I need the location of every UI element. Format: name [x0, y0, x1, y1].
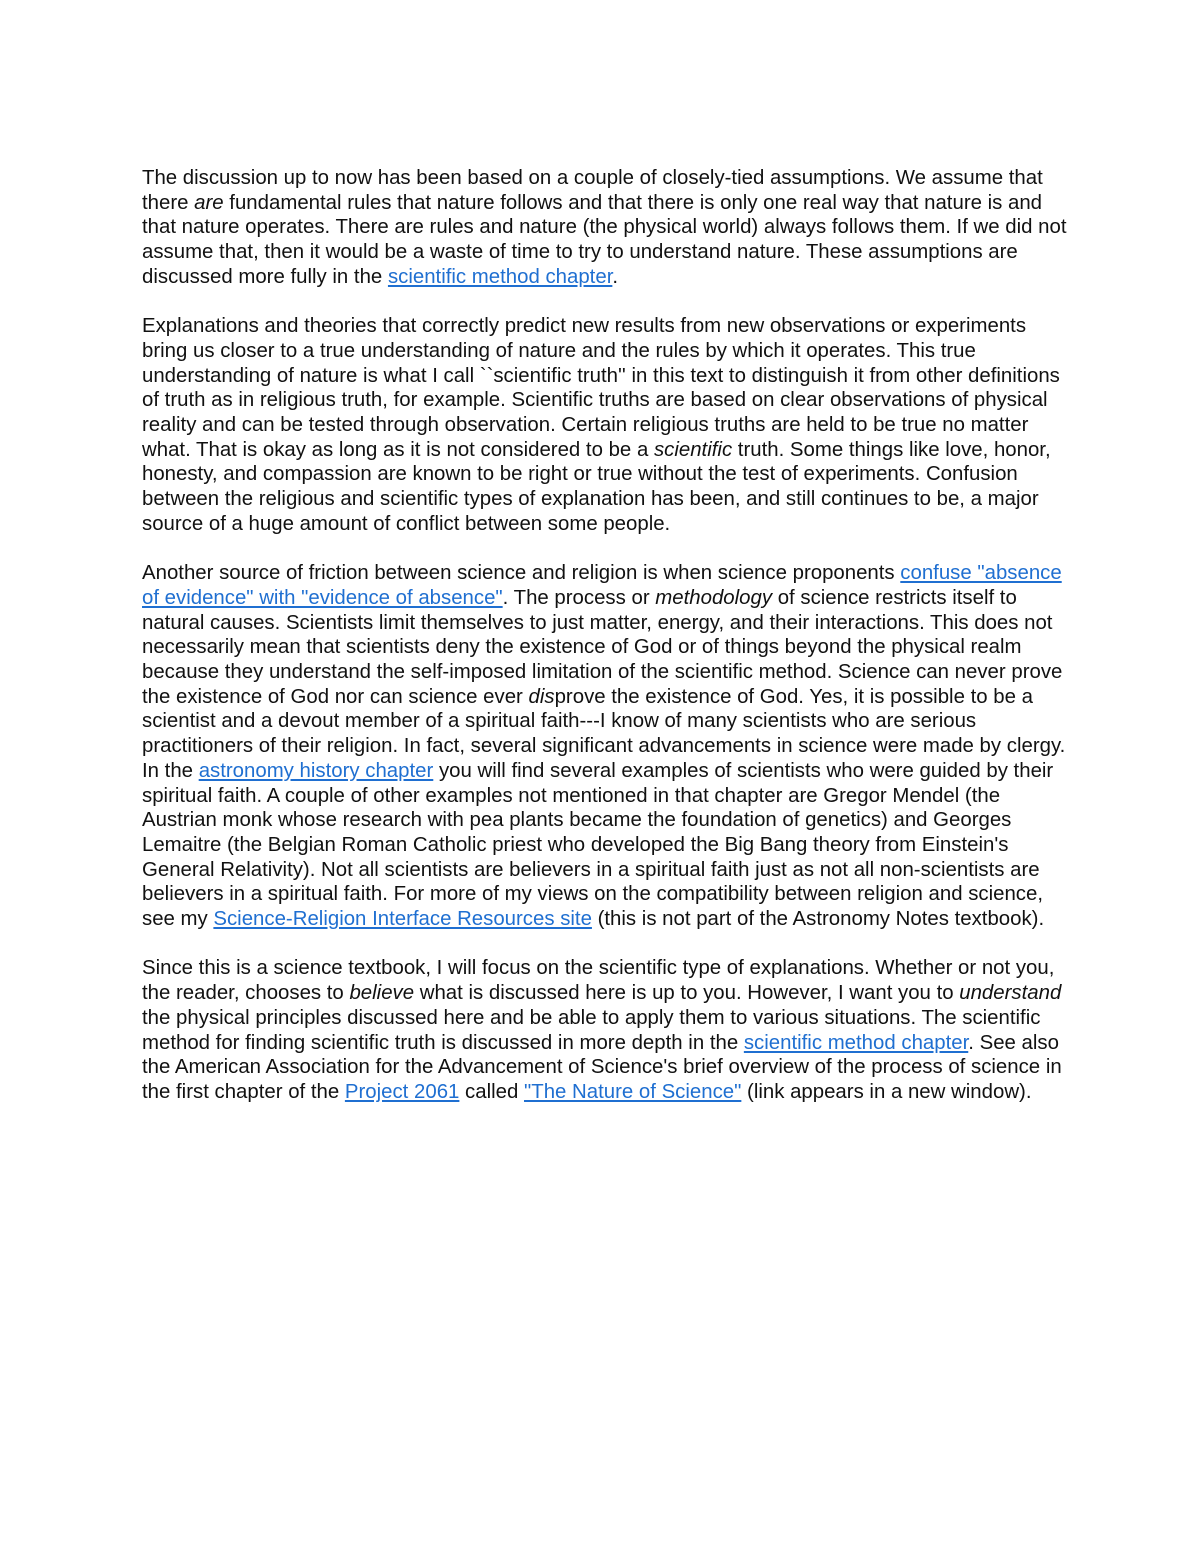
text-segment: Another source of friction between science and religion is when science proponents: [142, 562, 901, 585]
link-absence-of-evidence[interactable]: confuse "absence of evidence" with "evidence of absence": [142, 562, 1062, 609]
text-segment: . See also the American Association for the Advancement of Science's brief overview of the process of science in the first chapter of the: [142, 1031, 1062, 1103]
text-segment: truth. Some things like love, honor, honesty, and compassion are known to be right or true without the test of experiments. Confusion between the religious and scientific types of explanation has been, and still continues to be, a major source of a huge amount of conflict between some people.: [142, 438, 1051, 535]
text-segment: prove the existence of God. Yes, it is possible to be a scientist and a devout member of a spiritual faith---I know of many scientists who are serious practitioners of their religion. In fact, several significant advancements in science were made by clergy. In the: [142, 685, 1066, 782]
text-segment: the physical principles discussed here and be able to apply them to various situations. The scientific method for finding scientific truth is discussed in more depth in the: [142, 1006, 1041, 1054]
link-scientific-method-chapter-2[interactable]: scientific method chapter: [743, 1031, 969, 1054]
text-segment: fundamental rules that nature follows and that there is only one real way that nature is and that nature operates. There are rules and nature (the physical world) always follows them. If we did not assume that, then it would be a waste of time to try to understand nature. These assumptions are discussed more fully in the: [142, 191, 1067, 288]
text-segment: of science restricts itself to natural causes. Scientists limit themselves to just matter, energy, and their interactions. This does not necessarily mean that scientists deny the existence of God or of things beyond the physical realm because they understand the self-imposed limitation of the scientific method. Science can never prove the existence of God nor can science ever: [142, 586, 1063, 708]
link-scientific-method-chapter[interactable]: scientific method chapter: [387, 265, 613, 288]
paragraph-assumptions: [142, 166, 1072, 290]
paragraph-scientific-truth: [142, 314, 1072, 536]
document-body: [142, 166, 1072, 1105]
emphasis-text: methodology: [655, 586, 773, 609]
link-astronomy-history-chapter[interactable]: astronomy history chapter: [198, 759, 434, 782]
text-segment: .: [612, 265, 619, 288]
link-nature-of-science[interactable]: "The Nature of Science": [524, 1080, 742, 1103]
text-segment: you will find several examples of scientists who were guided by their spiritual faith. A couple of other examples not mentioned in that chapter are Gregor Mendel (the Austrian monk whose research with pea plants became the foundation of genetics) and Georges Lemaitre (the Belgian Roman Catholic priest who developed the Big Bang theory from Einstein's General Relativity). Not all scientists are believers in a spiritual faith just as not all non-scientists are believers in a spiritual faith. For more of my views on the compatibility between religion and science, see my: [142, 759, 1054, 931]
text-segment: Explanations and theories that correctly predict new results from new observations or experiments bring us closer to a true understanding of nature and the rules by which it operates. This true understanding of nature is what I call ``scientific truth'' in this text to distinguish it from other definitions of truth as in religious truth, for example. Scientific truths are based on clear observations of physical reality and can be tested through observation. Certain religious truths are held to be true no matter what. That is okay as long as it is not considered to be a: [142, 315, 1060, 461]
emphasis-text: believe: [349, 982, 415, 1005]
text-segment: The discussion up to now has been based on a couple of closely-tied assumptions. We assume that there: [142, 167, 1043, 214]
emphasis-text: understand: [959, 982, 1062, 1005]
emphasis-text: scientific: [653, 438, 733, 461]
text-segment: called: [459, 1080, 524, 1103]
text-segment: . The process or: [502, 586, 656, 609]
paragraph-science-religion-friction: [142, 561, 1072, 932]
emphasis-text: are: [194, 191, 224, 214]
emphasis-text: dis: [528, 685, 555, 708]
link-science-religion-interface[interactable]: Science-Religion Interface Resources site: [213, 908, 592, 931]
text-segment: Since this is a science textbook, I will focus on the scientific type of explanations. Whether or not you, the reader, chooses to: [142, 957, 1055, 1005]
text-segment: (this is not part of the Astronomy Notes textbook).: [591, 908, 1045, 931]
paragraph-focus-scientific: [142, 956, 1072, 1104]
link-project-2061[interactable]: Project 2061: [344, 1080, 460, 1103]
text-segment: (link appears in a new window).: [741, 1080, 1032, 1103]
text-segment: what is discussed here is up to you. However, I want you to: [414, 982, 960, 1005]
